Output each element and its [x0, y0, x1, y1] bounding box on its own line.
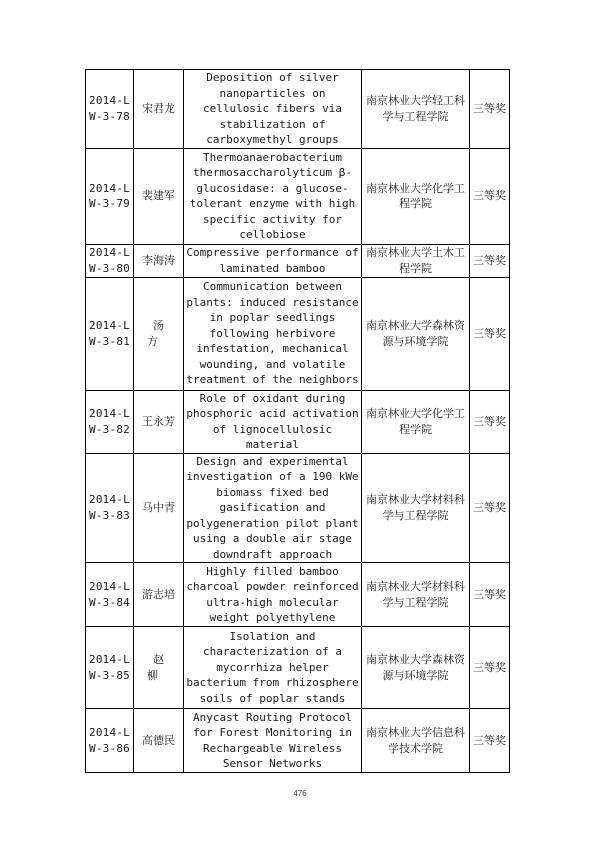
- paper-title: Highly filled bamboo charcoal powder reinforced ultra-high molecular weight polyethylene: [184, 563, 362, 627]
- award-level: 三等奖: [470, 244, 510, 277]
- paper-title: Role of oxidant during phosphoric acid activation of lignocellulosic material: [184, 390, 362, 453]
- affiliation: 南京林业大学森林资源与环境学院: [362, 627, 470, 709]
- paper-title: Anycast Routing Protocol for Forest Monitoring in Rechargeable Wireless Sensor Networks: [184, 709, 362, 773]
- author-name: 裴建军: [134, 148, 184, 244]
- awards-table: [85, 69, 510, 773]
- paper-title: Compressive performance of laminated bamboo: [184, 244, 362, 277]
- entry-id: 2014-LW-3-82: [86, 390, 134, 453]
- entry-id: 2014-LW-3-79: [86, 148, 134, 244]
- affiliation: 南京林业大学材料科学与工程学院: [362, 563, 470, 627]
- author-name: 马中青: [134, 453, 184, 563]
- award-level: 三等奖: [470, 277, 510, 390]
- entry-id: 2014-LW-3-78: [86, 70, 134, 149]
- award-level: 三等奖: [470, 709, 510, 773]
- award-level: 三等奖: [470, 627, 510, 709]
- paper-title: Deposition of silver nanoparticles on cellulosic fibers via stabilization of carboxymethyl groups: [184, 70, 362, 149]
- table-row: [86, 453, 510, 563]
- table-row: [86, 709, 510, 773]
- affiliation: 南京林业大学轻工科学与工程学院: [362, 70, 470, 149]
- author-name: 李海涛: [134, 244, 184, 277]
- author-name: 赵柳: [134, 627, 184, 709]
- entry-id: 2014-LW-3-84: [86, 563, 134, 627]
- affiliation: 南京林业大学森林资源与环境学院: [362, 277, 470, 390]
- table-row: [86, 627, 510, 709]
- award-level: 三等奖: [470, 390, 510, 453]
- award-level: 三等奖: [470, 453, 510, 563]
- table-row: [86, 563, 510, 627]
- author-name: 高德民: [134, 709, 184, 773]
- entry-id: 2014-LW-3-80: [86, 244, 134, 277]
- award-level: 三等奖: [470, 70, 510, 149]
- paper-title: Thermoanaerobacterium thermosaccharolyticum β-glucosidase: a glucose-tolerant enzyme with high specific activity for cellobiose: [184, 148, 362, 244]
- table-row: [86, 244, 510, 277]
- entry-id: 2014-LW-3-81: [86, 277, 134, 390]
- table-row: [86, 390, 510, 453]
- entry-id: 2014-LW-3-85: [86, 627, 134, 709]
- table-row: [86, 277, 510, 390]
- paper-title: Design and experimental investigation of a 190 kWe biomass fixed bed gasification and polygeneration pilot plant using a double air stage downdraft approach: [184, 453, 362, 563]
- author-name: 汤方: [134, 277, 184, 390]
- affiliation: 南京林业大学信息科学技术学院: [362, 709, 470, 773]
- affiliation: 南京林业大学化学工程学院: [362, 390, 470, 453]
- table-row: [86, 70, 510, 149]
- table-row: [86, 148, 510, 244]
- author-name: 宋君龙: [134, 70, 184, 149]
- award-level: 三等奖: [470, 148, 510, 244]
- paper-title: Communication between plants: induced resistance in poplar seedlings following herbivore infestation, mechanical wounding, and volatile treatment of the neighbors: [184, 277, 362, 390]
- award-level: 三等奖: [470, 563, 510, 627]
- entry-id: 2014-LW-3-86: [86, 709, 134, 773]
- paper-title: Isolation and characterization of a mycorrhiza helper bacterium from rhizosphere soils of poplar stands: [184, 627, 362, 709]
- affiliation: 南京林业大学材料科学与工程学院: [362, 453, 470, 563]
- author-name: 游志培: [134, 563, 184, 627]
- affiliation: 南京林业大学化学工程学院: [362, 148, 470, 244]
- entry-id: 2014-LW-3-83: [86, 453, 134, 563]
- page-number: 476: [293, 789, 307, 798]
- author-name: 王永芳: [134, 390, 184, 453]
- affiliation: 南京林业大学土木工程学院: [362, 244, 470, 277]
